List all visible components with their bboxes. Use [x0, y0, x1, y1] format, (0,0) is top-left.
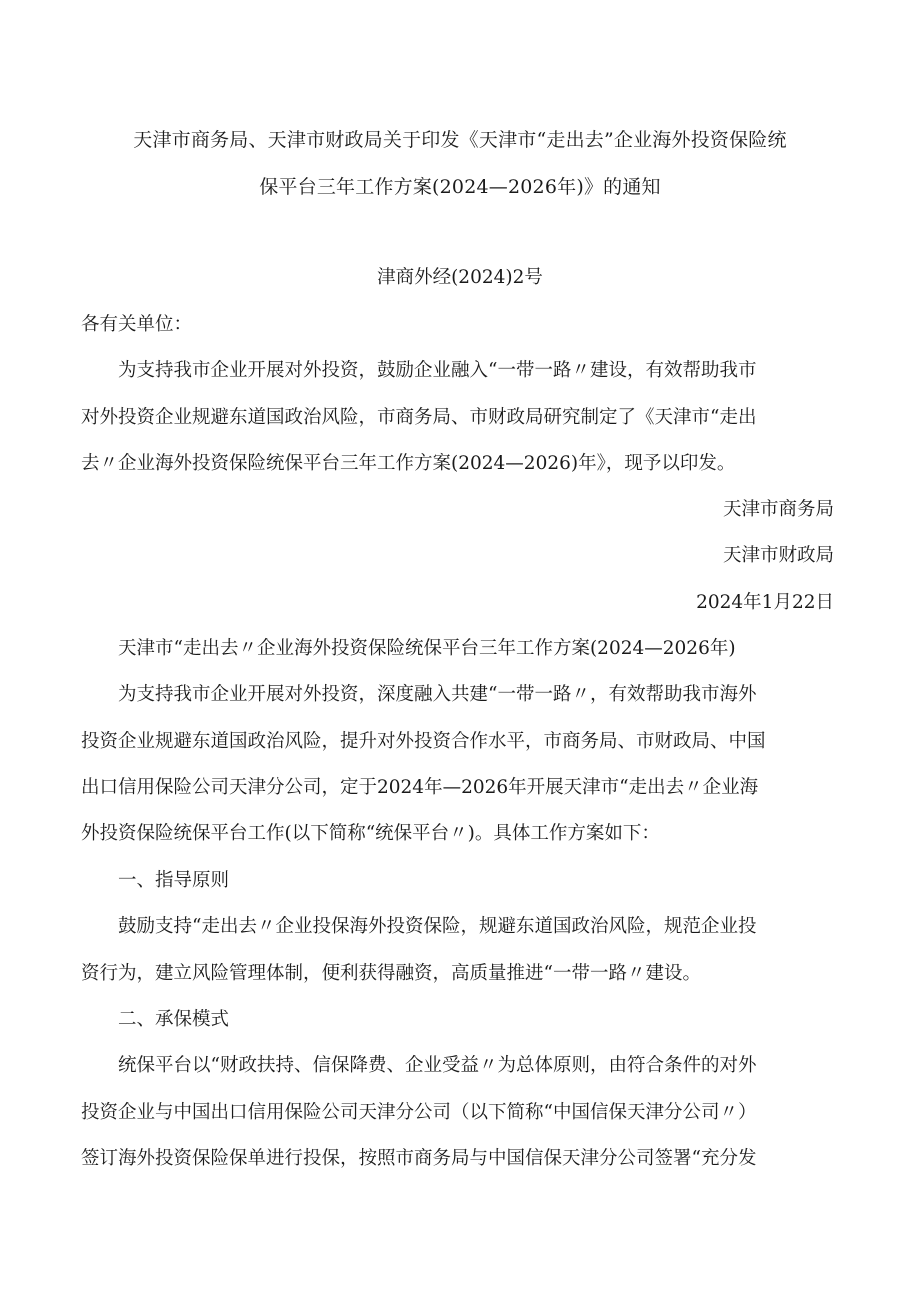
- section-1-line-1: 鼓励支持“走出去〃企业投保海外投资保险，规避东道国政治风险，规范企业投: [118, 916, 757, 937]
- document-title-line-1: 天津市商务局、天津市财政局关于印发《天津市“走出去”企业海外投资保险统: [133, 129, 787, 151]
- plan-intro-line-2: 投资企业规避东道国政治风险，提升对外投资合作水平，市商务局、市财政局、中国: [81, 731, 766, 752]
- signatory-commerce-bureau: 天津市商务局: [722, 499, 834, 520]
- section-2-line-2: 投资企业与中国出口信用保险公司天津分公司（以下简称“中国信保天津分公司〃）: [81, 1102, 757, 1123]
- document-number: 津商外经(2024)2号: [377, 267, 543, 288]
- section-2-line-3: 签订海外投资保险保单进行投保，按照市商务局与中国信保天津分公司签署“充分发: [81, 1148, 757, 1169]
- intro-paragraph-line-2: 对外投资企业规避东道国政治风险，市商务局、市财政局研究制定了《天津市“走出: [81, 407, 757, 428]
- plan-intro-line-4: 外投资保险统保平台工作(以下简称“统保平台〃)。具体工作方案如下：: [81, 823, 660, 844]
- plan-intro-line-3: 出口信用保险公司天津分公司，定于2024年—2026年开展天津市“走出去〃企业海: [81, 777, 759, 798]
- salutation: 各有关单位：: [81, 314, 193, 335]
- issue-date: 2024年1月22日: [696, 592, 834, 613]
- section-2-heading: 二、承保模式: [118, 1009, 230, 1030]
- section-1-line-2: 资行为，建立风险管理体制，便利获得融资，高质量推进“一带一路〃建设。: [81, 963, 701, 984]
- plan-title: 天津市“走出去〃企业海外投资保险统保平台三年工作方案(2024—2026年): [118, 638, 736, 659]
- section-2-line-1: 统保平台以“财政扶持、信保降费、企业受益〃为总体原则，由符合条件的对外: [118, 1055, 757, 1076]
- signatory-finance-bureau: 天津市财政局: [722, 545, 834, 566]
- intro-paragraph-line-1: 为支持我市企业开展对外投资，鼓励企业融入“一带一路〃建设，有效帮助我市: [118, 360, 757, 381]
- document-title-line-2: 保平台三年工作方案(2024—2026年)》的通知: [259, 176, 661, 198]
- plan-intro-line-1: 为支持我市企业开展对外投资，深度融入共建“一带一路〃，有效帮助我市海外: [118, 684, 757, 705]
- intro-paragraph-line-3: 去〃企业海外投资保险统保平台三年工作方案(2024—2026)年》，现予以印发。: [81, 453, 736, 474]
- section-1-heading: 一、指导原则: [118, 870, 230, 891]
